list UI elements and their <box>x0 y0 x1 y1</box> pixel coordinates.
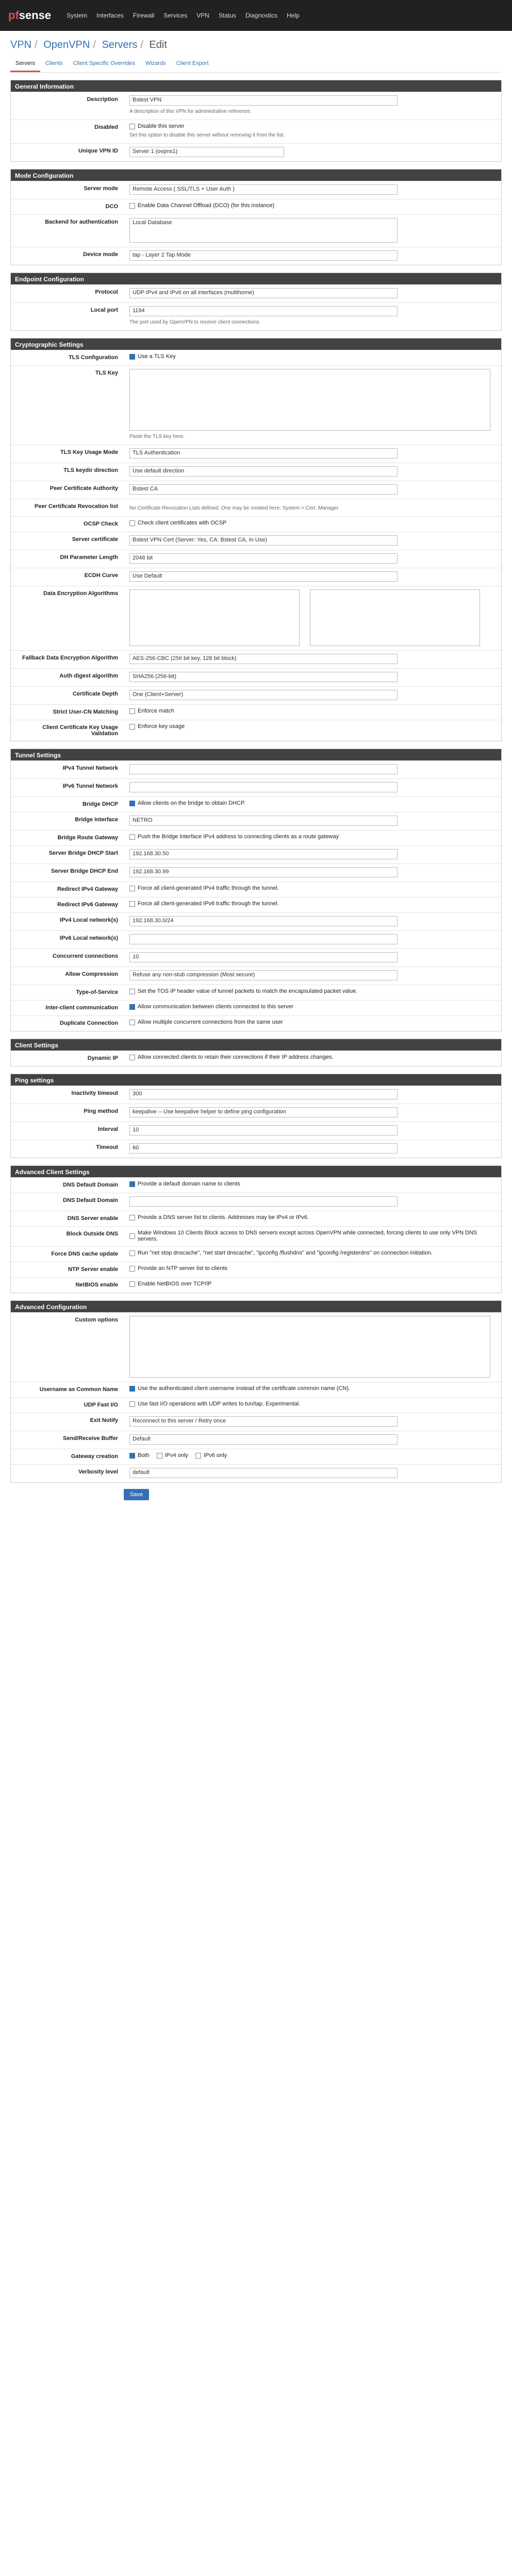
help-text: No Certificate Revocation Lists defined. One may be created here: System > Cert. Manager <box>129 505 339 511</box>
tls-key-textarea[interactable] <box>129 369 490 431</box>
field-label: Protocol <box>95 289 118 295</box>
save-button[interactable]: Save <box>124 1489 149 1500</box>
ipv4-tunnel-input[interactable] <box>129 764 398 774</box>
pfsense-logo[interactable]: pfsense <box>8 9 52 22</box>
menu-vpn[interactable]: VPN <box>196 12 209 19</box>
dh-length-select[interactable]: 2048 bit <box>129 553 398 564</box>
field-label: Fallback Data Encryption Algorithm <box>22 655 118 661</box>
device-mode-select[interactable]: tap - Layer 2 Tap Mode <box>129 250 398 261</box>
tab-client-export[interactable]: Client Export <box>176 60 209 66</box>
tunnel-panel <box>10 749 502 1031</box>
field-label: Bridge Route Gateway <box>57 835 118 841</box>
panel-title: Endpoint Configuration <box>11 273 501 284</box>
field-label: Send/Receive Buffer <box>63 1435 118 1442</box>
main-menu <box>67 12 300 19</box>
field-label: OCSP Check <box>83 521 118 527</box>
field-label: Exit Notify <box>90 1417 118 1423</box>
field-label: Description <box>87 96 118 103</box>
dhcp-start-input[interactable]: 192.168.30.50 <box>129 849 398 859</box>
field-label: Block Outside DNS <box>66 1231 118 1237</box>
field-label: Verbosity level <box>78 1469 118 1475</box>
field-label: TLS Configuration <box>69 354 118 361</box>
field-label: Certificate Depth <box>72 691 118 697</box>
panel-title: Client Settings <box>11 1039 501 1050</box>
udp-fastio-checkbox[interactable] <box>129 1401 135 1407</box>
concurrent-input[interactable]: 10 <box>129 952 398 962</box>
force-dns-checkbox[interactable] <box>129 1250 135 1256</box>
field-label: Device mode <box>83 251 118 258</box>
field-label: DCO <box>105 204 118 210</box>
ipv6-tunnel-input[interactable] <box>129 782 398 792</box>
checkbox-label: Provide a default domain name to clients <box>138 1181 240 1187</box>
field-label: Timeout <box>96 1144 118 1150</box>
checkbox-label: Run "net stop dnscache", "net start dnscache", "ipconfig /flushdns" and "ipconfig /registerdns" on connection initiation. <box>138 1250 433 1256</box>
interval-input[interactable]: 10 <box>129 1125 398 1136</box>
ocsp-checkbox[interactable] <box>129 520 135 526</box>
menu-services[interactable]: Services <box>163 12 188 19</box>
checkbox-label: Set the TOS IP header value of tunnel packets to match the encapsulated packet value. <box>138 988 358 994</box>
field-label: TLS keydir direction <box>63 467 118 473</box>
duplicate-checkbox[interactable] <box>129 1020 135 1025</box>
ipv4-local-input[interactable]: 192.168.30.0/24 <box>129 916 398 926</box>
field-label: Bridge Interface <box>75 817 118 823</box>
field-label: Concurrent connections <box>52 953 118 959</box>
bridge-route-checkbox[interactable] <box>129 834 135 840</box>
local-port-input[interactable]: 1194 <box>129 306 398 316</box>
panel-title: Tunnel Settings <box>11 749 501 760</box>
field-label: Disabled <box>94 124 118 130</box>
checkbox-label: Allow multiple concurrent connections from the same user <box>138 1019 283 1025</box>
field-label: IPv6 Local network(s) <box>59 935 118 941</box>
menu-help[interactable]: Help <box>286 12 300 19</box>
field-label: Custom options <box>75 1317 118 1323</box>
menu-interfaces[interactable]: Interfaces <box>96 12 124 19</box>
checkbox-label: Use a TLS Key <box>138 353 176 360</box>
field-label: Redirect IPv4 Gateway <box>57 886 118 892</box>
field-label: Inactivity timeout <box>71 1090 118 1096</box>
checkbox-label: Enforce match <box>138 708 174 714</box>
checkbox-label: Enable Data Channel Offload (DCO) (for this instance) <box>138 202 275 209</box>
redirect-ipv6-checkbox[interactable] <box>129 901 135 907</box>
checkbox-label: Force all client-generated IPv6 traffic through the tunnel. <box>138 901 279 907</box>
crumb-edit: Edit <box>149 39 167 50</box>
checkbox-label: Disable this server <box>138 123 185 129</box>
field-label: TLS Key Usage Mode <box>60 449 118 455</box>
field-label: Gateway creation <box>71 1453 118 1460</box>
help-text: A description of this VPN for administrative reference. <box>129 109 252 114</box>
checkbox-label: Use fast I/O operations with UDP writes to tun/tap. Experimental. <box>138 1401 301 1407</box>
field-label: ECDH Curve <box>84 572 118 579</box>
field-label: TLS Key <box>95 370 118 376</box>
exit-notify-select[interactable]: Reconnect to this server / Retry once <box>129 1416 398 1427</box>
field-label: Inter-client communication <box>45 1005 118 1011</box>
top-navbar <box>0 0 512 31</box>
field-label: Type-of-Service <box>76 989 118 995</box>
menu-firewall[interactable]: Firewall <box>133 12 155 19</box>
checkbox-label: Allow communication between clients connected to this server <box>138 1004 294 1010</box>
available-algorithms-list[interactable] <box>129 589 300 646</box>
panel-title: Advanced Client Settings <box>11 1166 501 1177</box>
username-cn-checkbox[interactable] <box>129 1386 135 1392</box>
field-label: IPv6 Tunnel Network <box>62 783 118 789</box>
menu-diagnostics[interactable]: Diagnostics <box>245 12 277 19</box>
endpoint-panel <box>10 273 502 331</box>
protocol-select[interactable]: UDP IPv4 and IPv6 on all interfaces (multihome) <box>129 288 398 298</box>
key-usage-checkbox[interactable] <box>129 724 135 730</box>
panel-title: Mode Configuration <box>11 170 501 181</box>
help-text: The port used by OpenVPN to receive client connections. <box>129 319 261 325</box>
timeout-input[interactable]: 60 <box>129 1143 398 1154</box>
field-label: Username as Common Name <box>39 1386 118 1393</box>
breadcrumb: VPN / OpenVPN / Servers / Edit <box>10 39 167 50</box>
verbosity-select[interactable]: default <box>129 1468 398 1478</box>
dynamic-ip-checkbox[interactable] <box>129 1055 135 1060</box>
field-label: DNS Default Domain <box>63 1197 118 1204</box>
field-label: Strict User-CN Matching <box>53 709 118 715</box>
field-label: Data Encryption Algorithms <box>43 590 118 597</box>
ping-method-select[interactable]: keepalive -- Use keepalive helper to define ping configuration <box>129 1107 398 1117</box>
general-panel <box>10 80 502 162</box>
bridge-interface-select[interactable]: NETRO <box>129 816 398 826</box>
server-cert-select[interactable]: Bstest VPN Cert (Server: Yes, CA: Bstest CA, In Use) <box>129 535 398 546</box>
field-label: Server mode <box>84 185 118 192</box>
field-label: Force DNS cache update <box>51 1251 118 1257</box>
menu-status[interactable]: Status <box>218 12 236 19</box>
field-label: Dynamic IP <box>87 1055 118 1061</box>
checkbox-label: Allow clients on the bridge to obtain DHCP. <box>138 800 245 806</box>
backend-auth-list[interactable]: Local Database <box>129 218 398 243</box>
field-label: NetBIOS enable <box>75 1282 118 1288</box>
cert-depth-select[interactable]: One (Client+Server) <box>129 690 398 700</box>
panel-title: Cryptographic Settings <box>11 338 501 350</box>
gateway-both-radio[interactable] <box>129 1453 135 1459</box>
block-dns-checkbox[interactable] <box>129 1233 135 1239</box>
field-label: Peer Certificate Authority <box>49 485 118 492</box>
field-label: Local port <box>90 307 118 313</box>
field-label: UDP Fast I/O <box>84 1402 118 1408</box>
ecdh-curve-select[interactable]: Use Default <box>129 571 398 582</box>
gateway-ipv6-radio[interactable] <box>195 1453 201 1459</box>
field-label: Backend for authentication <box>45 219 118 225</box>
bridge-dhcp-checkbox[interactable] <box>129 801 135 806</box>
help-text: Set this option to disable this server without removing it from the list. <box>129 132 285 138</box>
field-label: Allow Compression <box>65 971 118 977</box>
checkbox-label: Check client certificates with OCSP <box>138 520 227 526</box>
radio-label: IPv6 only <box>203 1452 227 1459</box>
inter-client-checkbox[interactable] <box>129 1004 135 1010</box>
panel-title: General Information <box>11 80 501 92</box>
ipv6-local-input[interactable] <box>129 934 398 944</box>
mode-panel <box>10 169 502 265</box>
crumb-vpn[interactable]: VPN <box>10 39 32 50</box>
field-label: Client Certificate Key Usage Validation <box>42 724 118 737</box>
tls-key-checkbox[interactable] <box>129 354 135 360</box>
dhcp-end-input[interactable]: 192.168.30.99 <box>129 867 398 877</box>
field-label: Duplicate Connection <box>59 1020 118 1026</box>
server-mode-select[interactable]: Remote Access ( SSL/TLS + User Auth ) <box>129 184 398 195</box>
crumb-servers[interactable]: Servers <box>102 39 138 50</box>
checkbox-label: Enforce key usage <box>138 723 185 730</box>
field-label: Server Bridge DHCP End <box>51 868 118 874</box>
field-label: DNS Default Domain <box>63 1182 118 1188</box>
field-label: Redirect IPv6 Gateway <box>57 902 118 908</box>
field-label: Server Bridge DHCP Start <box>48 850 118 856</box>
help-text: Paste the TLS key here. <box>129 434 185 439</box>
field-label: DH Parameter Length <box>60 554 118 561</box>
checkbox-label: Provide a DNS server list to clients. Addresses may be IPv4 or IPv6. <box>138 1214 309 1221</box>
field-label: IPv4 Local network(s) <box>59 917 118 923</box>
client-panel <box>10 1039 502 1066</box>
inactivity-input[interactable]: 300 <box>129 1089 398 1099</box>
field-label: Interval <box>97 1126 118 1132</box>
panel-title: Advanced Configuration <box>11 1301 501 1312</box>
tab-clients[interactable]: Clients <box>45 60 63 66</box>
tls-keydir-select[interactable]: Use default direction <box>129 466 398 477</box>
gateway-ipv4-radio[interactable] <box>157 1453 162 1459</box>
checkbox-label: Enable NetBIOS over TCP/IP <box>138 1281 212 1287</box>
tab-bar <box>10 56 502 73</box>
fallback-algorithm-select[interactable]: AES-256-CBC (256 bit key, 128 bit block) <box>129 654 398 664</box>
adv-client-panel <box>10 1165 502 1293</box>
tos-checkbox[interactable] <box>129 989 135 994</box>
strict-cn-checkbox[interactable] <box>129 708 135 714</box>
checkbox-label: Allow connected clients to retain their connections if their IP address changes. <box>138 1054 334 1060</box>
default-domain-checkbox[interactable] <box>129 1181 135 1187</box>
dns-server-checkbox[interactable] <box>129 1215 135 1221</box>
netbios-checkbox[interactable] <box>129 1281 135 1287</box>
buffer-select[interactable]: Default <box>129 1434 398 1445</box>
field-label: Bridge DHCP <box>82 801 118 807</box>
ping-panel <box>10 1074 502 1158</box>
radio-label: Both <box>138 1452 150 1459</box>
radio-label: IPv4 only <box>164 1452 188 1459</box>
default-domain-input[interactable] <box>129 1196 398 1207</box>
menu-system[interactable]: System <box>67 12 88 19</box>
peer-ca-select[interactable]: Bstest CA <box>129 484 398 495</box>
allowed-algorithms-list[interactable] <box>310 589 480 646</box>
tab-client-specific-overrides[interactable]: Client Specific Overrides <box>73 60 135 66</box>
checkbox-label: Use the authenticated client username instead of the certificate common name (CN). <box>138 1385 351 1392</box>
field-label: DNS Server enable <box>67 1215 118 1222</box>
advanced-panel <box>10 1300 502 1483</box>
custom-options-textarea[interactable] <box>129 1316 490 1378</box>
tab-servers[interactable]: Servers <box>10 56 40 72</box>
dco-checkbox[interactable] <box>129 203 135 209</box>
panel-title: Ping settings <box>11 1074 501 1086</box>
compression-select[interactable]: Refuse any non-stub compression (Most secure) <box>129 970 398 980</box>
checkbox-label: Push the Bridge Interface IPv4 address to connecting clients as a route gateway <box>138 834 339 840</box>
checkbox-label: Provide an NTP server list to clients <box>138 1265 228 1272</box>
field-label: Unique VPN ID <box>78 148 118 154</box>
tab-wizards[interactable]: Wizards <box>145 60 166 66</box>
field-label: Ping method <box>84 1108 118 1114</box>
crypto-panel <box>10 338 502 741</box>
disabled-checkbox[interactable] <box>129 124 135 129</box>
tls-usage-select[interactable]: TLS Authentication <box>129 448 398 459</box>
auth-digest-select[interactable]: SHA256 (256-bit) <box>129 672 398 682</box>
crumb-openvpn[interactable]: OpenVPN <box>43 39 90 50</box>
checkbox-label: Force all client-generated IPv4 traffic through the tunnel. <box>138 885 279 891</box>
field-label: NTP Server enable <box>68 1266 118 1273</box>
checkbox-label: Make Windows 10 Clients Block access to DNS servers except across OpenVPN while connected, forcing clients to use only VPN DNS servers. <box>137 1230 477 1242</box>
description-input[interactable]: Bstest VPN <box>129 95 398 106</box>
field-label: IPv4 Tunnel Network <box>62 765 118 771</box>
field-label: Auth digest algorithm <box>59 673 118 679</box>
field-label: Server certificate <box>72 536 118 543</box>
redirect-ipv4-checkbox[interactable] <box>129 886 135 891</box>
field-label: Peer Certificate Revocation list <box>34 503 118 510</box>
ntp-checkbox[interactable] <box>129 1266 135 1272</box>
unique-vpn-id: Server 1 (ovpns1) <box>129 147 284 157</box>
